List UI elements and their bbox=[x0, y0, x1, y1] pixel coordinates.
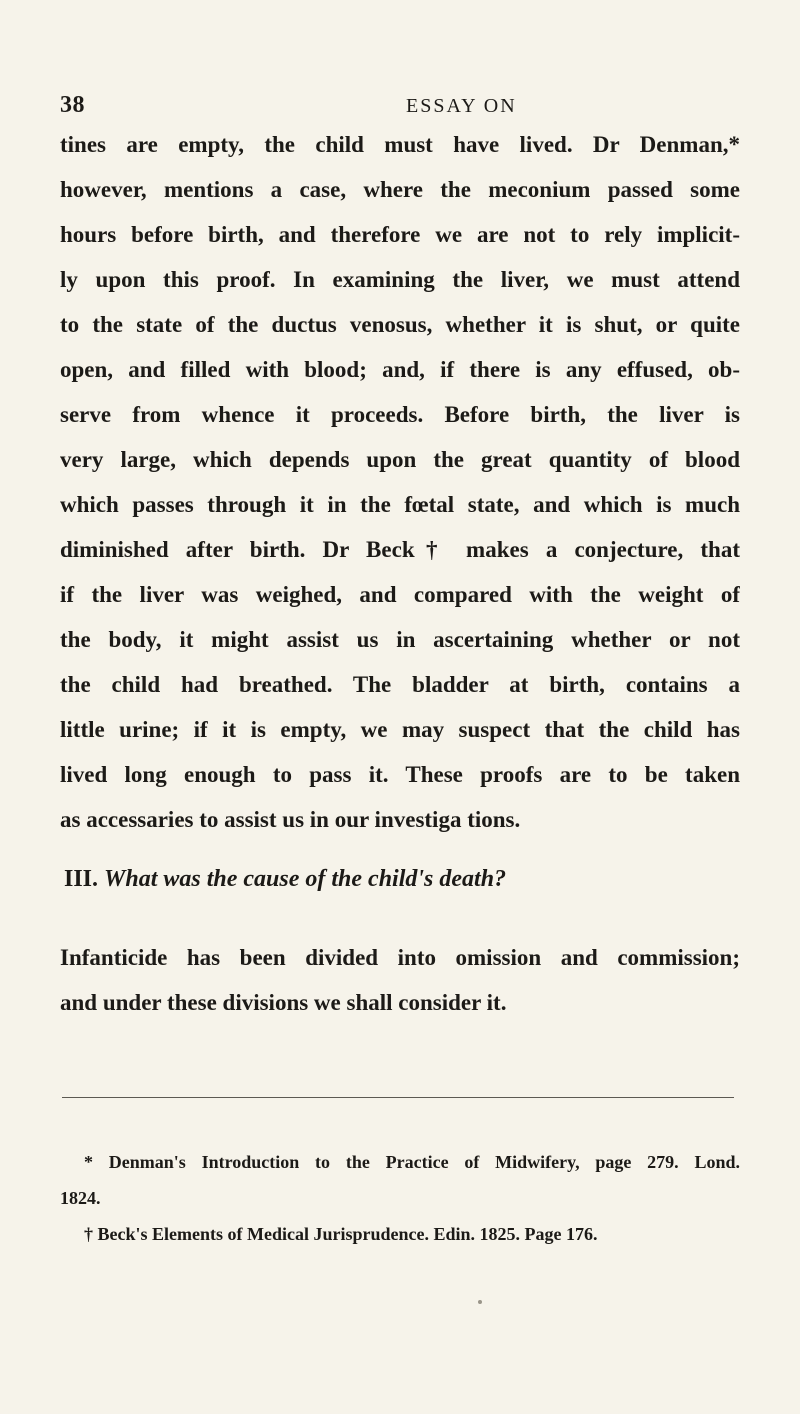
text-line: lived long enough to pass it. These proofs are to be taken bbox=[60, 762, 740, 787]
text-line: very large, which depends upon the great quantity of blood bbox=[60, 447, 740, 472]
text-line: as accessaries to assist us in our investiga tions. bbox=[60, 807, 521, 832]
section-title: What was the cause of the child's death? bbox=[104, 866, 507, 892]
footnote-line: 1824. bbox=[60, 1188, 101, 1208]
paragraph-1 bbox=[60, 122, 740, 842]
text-line: the body, it might assist us in ascertaining whether or not bbox=[60, 627, 740, 652]
text-line: ly upon this proof. In examining the liver, we must attend bbox=[60, 267, 740, 292]
text-line: which passes through it in the fœtal state, and which is much bbox=[60, 492, 740, 517]
text-line: hours before birth, and therefore we are not to rely implicit- bbox=[60, 222, 740, 247]
text-line: the child had breathed. The bladder at birth, contains a bbox=[60, 672, 740, 697]
paragraph-2 bbox=[60, 935, 740, 1025]
text-line: serve from whence it proceeds. Before birth, the liver is bbox=[60, 402, 740, 427]
text-line: open, and filled with blood; and, if there is any effused, ob- bbox=[60, 357, 740, 382]
text-line: however, mentions a case, where the meconium passed some bbox=[60, 177, 740, 202]
section-number: III. bbox=[64, 866, 99, 892]
text-line: tines are empty, the child must have lived. Dr Denman,* bbox=[60, 132, 740, 157]
page-number: 38 bbox=[60, 92, 85, 118]
footnotes bbox=[60, 1144, 740, 1252]
footnote-line: † Beck's Elements of Medical Jurisprudence. Edin. 1825. Page 176. bbox=[84, 1224, 598, 1244]
text-line: diminished after birth. Dr Beck† makes a conjecture, that bbox=[60, 537, 740, 562]
text-line: Infanticide has been divided into omission and commission; bbox=[60, 945, 740, 970]
section-heading bbox=[64, 866, 506, 893]
footnote-line: * Denman's Introduction to the Practice of Midwifery, page 279. Lond. bbox=[84, 1152, 740, 1172]
running-head: ESSAY ON bbox=[406, 95, 517, 117]
text-line: little urine; if it is empty, we may suspect that the child has bbox=[60, 717, 740, 742]
paper-speck bbox=[478, 1300, 482, 1304]
text-line: if the liver was weighed, and compared with the weight of bbox=[60, 582, 740, 607]
page-header bbox=[60, 92, 760, 122]
text-line: and under these divisions we shall consider it. bbox=[60, 990, 507, 1015]
footnote-divider bbox=[62, 1097, 734, 1098]
text-line: to the state of the ductus venosus, whether it is shut, or quite bbox=[60, 312, 740, 337]
